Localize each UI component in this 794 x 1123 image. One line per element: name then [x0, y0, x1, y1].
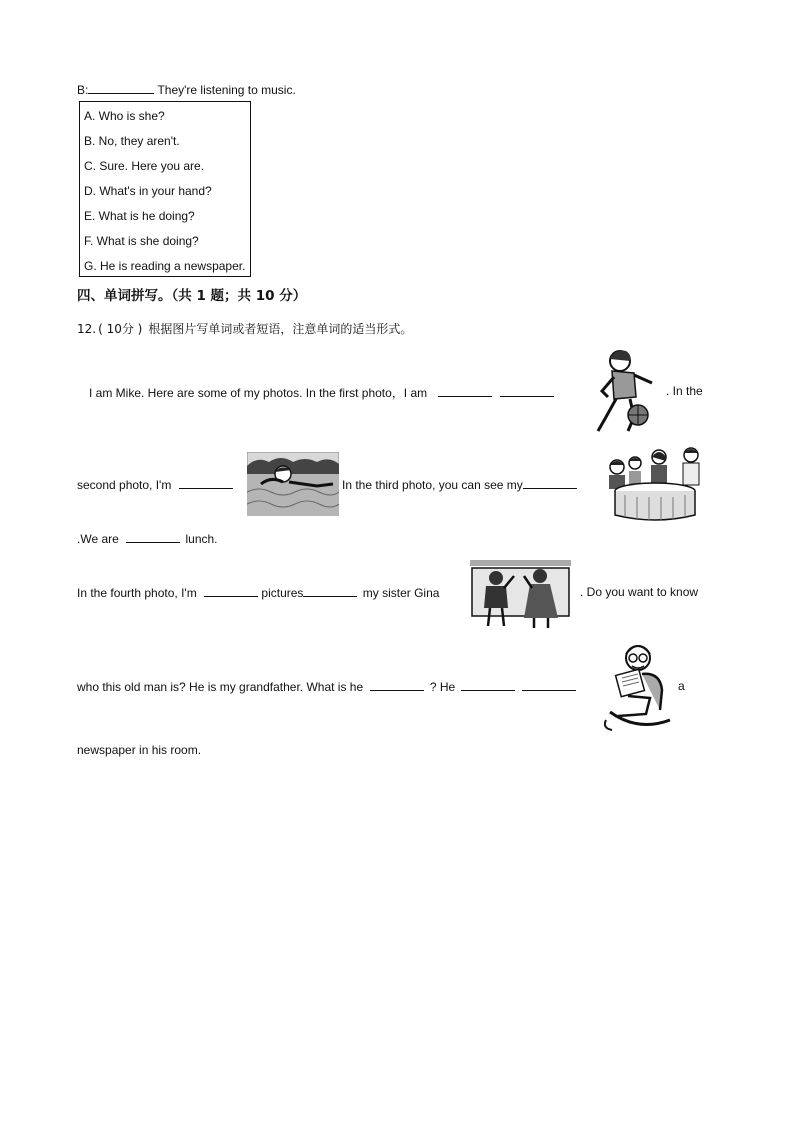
swimming-boy-picture — [247, 452, 339, 516]
blank-8[interactable] — [370, 679, 424, 691]
passage-line-1-end: . In the — [666, 384, 703, 398]
family-dinner-picture — [603, 445, 705, 521]
passage-line-2-mid: In the third photo, you can see my — [342, 477, 577, 492]
option-f: F. What is she doing? — [84, 234, 199, 248]
grandfather-reading-picture — [598, 640, 678, 732]
blank-5[interactable] — [126, 531, 180, 543]
option-c: C. Sure. Here you are. — [84, 159, 205, 173]
speaker-label: B: — [77, 83, 89, 97]
options-box — [79, 101, 251, 277]
passage-line-4-end: . Do you want to know — [580, 585, 699, 599]
blank-9[interactable] — [461, 679, 515, 691]
basketball-boy-picture — [584, 347, 664, 437]
blank-1[interactable] — [438, 385, 492, 397]
dialogue-line — [77, 82, 296, 97]
blank-2[interactable] — [500, 385, 554, 397]
passage-line-5-end: a — [678, 679, 685, 693]
drawing-pictures-picture — [468, 558, 573, 630]
blank-10[interactable] — [522, 679, 576, 691]
section-heading: 四、单词拼写。（共 1 题；共 10 分） — [77, 288, 307, 304]
option-e: E. What is he doing? — [84, 209, 195, 223]
answer-blank[interactable] — [88, 82, 154, 94]
option-b: B. No, they aren't. — [84, 134, 180, 148]
passage-line-6: newspaper in his room. — [77, 743, 202, 757]
option-a: A. Who is she? — [84, 109, 165, 123]
blank-3[interactable] — [179, 477, 233, 489]
option-d: D. What's in your hand? — [84, 184, 212, 198]
question-instruction: 根据图片写单词或者短语，注意单词的适当形式。 — [148, 322, 413, 336]
blank-4[interactable] — [523, 477, 577, 489]
dialogue-text: They're listening to music. — [154, 83, 296, 97]
passage-line-3: .We are lunch. — [77, 532, 218, 546]
passage-line-1: I am Mike. Here are some of my photos. In the first photo，I am — [89, 384, 554, 401]
question-number: 12. — [77, 322, 97, 336]
question-line — [77, 320, 412, 337]
option-g: G. He is reading a newspaper. — [84, 259, 246, 273]
passage-line-2: second photo, I'm — [77, 477, 233, 492]
question-score: ( 10分 ) — [98, 322, 143, 336]
blank-6[interactable] — [204, 585, 258, 597]
passage-line-4: In the fourth photo, I'm pictures my sister Gina — [77, 586, 440, 600]
blank-7[interactable] — [303, 585, 357, 597]
passage-line-5: who this old man is? He is my grandfather. What is he ? He — [77, 679, 576, 694]
